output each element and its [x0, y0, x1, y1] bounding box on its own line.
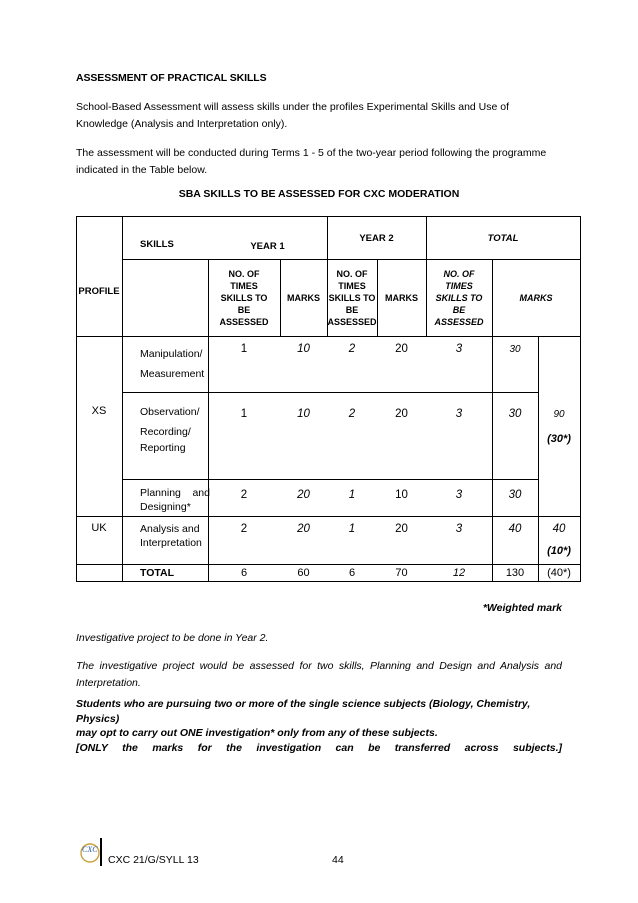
- total-total-times: 12: [452, 567, 466, 579]
- header-year2-marks: MARKS: [385, 293, 418, 303]
- y2-times-value: 2: [348, 408, 356, 420]
- y1-marks-value: 20: [297, 523, 310, 535]
- total-weighted: (40*): [547, 567, 571, 579]
- skill-line: Measurement: [140, 368, 205, 380]
- paragraph-single-science: [76, 697, 562, 755]
- y1-marks-value: 10: [297, 343, 310, 355]
- total-times-value: 3: [455, 523, 463, 535]
- paragraph-investigative-project: Investigative project to be done in Year 2.: [76, 632, 269, 644]
- skill-line: Planning and: [140, 487, 210, 499]
- total-times-value: 3: [455, 489, 463, 501]
- skill-line: Interpretation: [140, 537, 202, 549]
- footer-syllabus-code: CXC 21/G/SYLL 13: [108, 854, 199, 866]
- header-year-1: YEAR 1: [250, 240, 285, 252]
- y2-times-value: 1: [348, 489, 356, 501]
- total-y1-times: 6: [240, 567, 248, 579]
- uk-weighted-marks: (10*): [547, 545, 571, 557]
- table-title: SBA SKILLS TO BE ASSESSED FOR CXC MODERATION: [178, 188, 460, 200]
- y1-times-value: 2: [240, 523, 248, 535]
- skill-analysis: [140, 522, 210, 550]
- skill-line: Manipulation/: [140, 348, 203, 360]
- table-rule-row1: [122, 392, 538, 393]
- table-border-right: [580, 216, 581, 582]
- y1-times-value: 1: [240, 408, 248, 420]
- weighted-mark-note: *Weighted mark: [482, 602, 562, 614]
- header-skills: SKILLS: [140, 238, 174, 250]
- para-line: [ONLY the marks for the investigation can be transferred across subjects.]: [76, 741, 562, 754]
- skill-line: Designing*: [140, 501, 191, 513]
- table-rule-row3: [76, 516, 581, 517]
- total-total-marks: 130: [505, 567, 525, 579]
- total-times-value: 3: [455, 343, 463, 355]
- footer-divider: [100, 838, 102, 866]
- header-total-times: NO. OF TIMES SKILLS TO BE ASSESSED: [434, 269, 484, 327]
- xs-total-marks: 90: [553, 408, 565, 420]
- profile-uk: UK: [91, 522, 107, 534]
- table-rule-header: [122, 259, 581, 260]
- total-marks-value: 30: [508, 489, 522, 501]
- total-y1-marks: 60: [297, 567, 310, 579]
- header-year2-times: NO. OF TIMES SKILLS TO BE ASSESSED: [327, 269, 377, 327]
- y1-times-value: 1: [240, 343, 248, 355]
- total-times-value: 3: [455, 408, 463, 420]
- y1-marks-value: 10: [297, 408, 310, 420]
- table-border-top: [76, 216, 581, 217]
- profile-xs: XS: [91, 405, 107, 417]
- table-rule-row2: [122, 479, 538, 480]
- table-border-bottom: [76, 581, 581, 582]
- total-marks-value: 40: [508, 523, 522, 535]
- y2-marks-value: 20: [395, 408, 408, 420]
- section-heading: ASSESSMENT OF PRACTICAL SKILLS: [76, 72, 267, 84]
- skill-planning: [140, 486, 210, 514]
- header-year-2: YEAR 2: [359, 232, 394, 244]
- paragraph-sba-profiles: School-Based Assessment will assess skills under the profiles Experimental Skills and Use of Knowledge (Analysis and Interpretation only).: [76, 101, 510, 130]
- y2-times-value: 2: [348, 343, 356, 355]
- total-y2-times: 6: [348, 567, 356, 579]
- paragraph-project-skills: The investigative project would be assessed for two skills, Planning and Design and Analysis and Interpretation.: [76, 660, 562, 689]
- cxc-logo: [79, 842, 101, 864]
- table-rule-header-bottom: [76, 336, 581, 337]
- skill-line: Recording/ Reporting: [140, 426, 191, 454]
- total-marks-value: 30: [508, 408, 522, 420]
- sba-skills-table: [76, 216, 581, 582]
- header-total: TOTAL: [487, 232, 519, 244]
- y2-marks-value: 20: [395, 523, 408, 535]
- y1-marks-value: 20: [297, 489, 310, 501]
- total-row-label: TOTAL: [140, 567, 175, 579]
- header-year1-marks: MARKS: [287, 293, 320, 303]
- logo-text: CXC: [82, 845, 98, 854]
- total-y2-marks: 70: [395, 567, 408, 579]
- skill-manipulation: [140, 344, 208, 384]
- y1-times-value: 2: [240, 489, 248, 501]
- y2-marks-value: 20: [395, 343, 408, 355]
- y2-marks-value: 10: [395, 489, 408, 501]
- uk-total-marks: 40: [552, 523, 566, 535]
- skill-line: Analysis and: [140, 523, 200, 535]
- para-line: may opt to carry out ONE investigation* only from any of these subjects.: [76, 727, 438, 739]
- skill-line: Observation/: [140, 406, 200, 418]
- skill-observation: [140, 404, 208, 456]
- header-profile: PROFILE: [78, 285, 120, 297]
- table-col-line-1: [122, 216, 123, 582]
- y2-times-value: 1: [348, 523, 356, 535]
- header-year1-times: NO. OF TIMES SKILLS TO BE ASSESSED: [219, 269, 269, 327]
- page-number: 44: [332, 854, 344, 866]
- para-line: Students who are pursuing two or more of the single science subjects (Biology, Chemistry, Physics): [76, 698, 531, 725]
- xs-weighted-marks: (30*): [547, 433, 571, 445]
- total-marks-value: 30: [509, 343, 521, 355]
- header-total-marks: MARKS: [519, 293, 553, 303]
- paragraph-assessment-terms: The assessment will be conducted during Terms 1 - 5 of the two-year period following the programme indicated in the Table below.: [76, 147, 547, 176]
